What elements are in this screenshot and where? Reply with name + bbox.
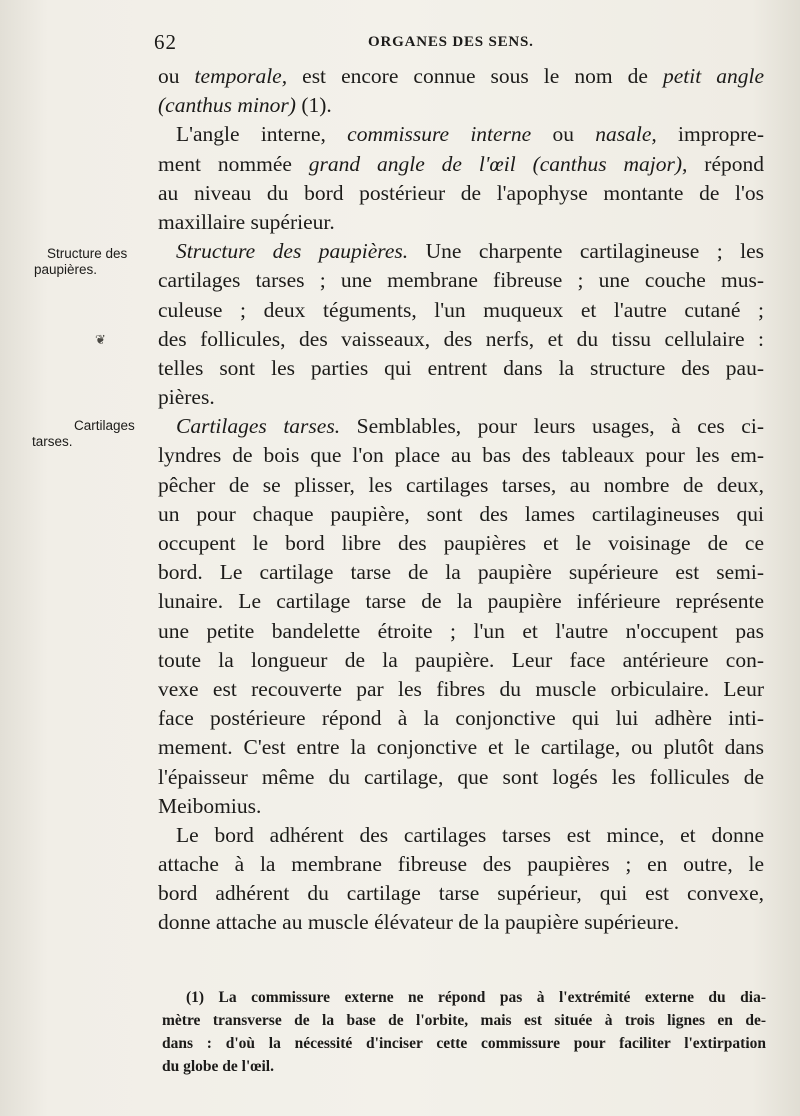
italic-term: commissure interne bbox=[347, 122, 532, 147]
footnote-line: dans : d'où la nécessité d'inciser cette commissure pour faciliter l'extirpation bbox=[162, 1035, 766, 1052]
text-line: ment nommée grand angle de l'œil (canthus major), répond bbox=[158, 151, 764, 176]
italic-term: Structure des paupières. bbox=[176, 239, 409, 264]
paragraph-eyelid-structure bbox=[158, 237, 764, 412]
text-line: vexe est recouverte par les fibres du muscle orbiculaire. Leur bbox=[158, 676, 764, 701]
italic-term: temporale, bbox=[194, 64, 288, 88]
text-line: lyndres de bois que l'on place au bas des tableaux pour les em- bbox=[158, 443, 764, 468]
italic-term: Cartilages tarses. bbox=[176, 414, 341, 439]
text-line: face postérieure répond à la conjonctive qui lui adhère inti- bbox=[158, 706, 764, 731]
paragraph-internal-angle bbox=[158, 120, 764, 237]
text-line: culeuse ; deux téguments, l'un muqueux et l'autre cutané ; bbox=[158, 297, 764, 322]
text-line: mement. C'est entre la conjonctive et le cartilage, ou plutôt dans bbox=[158, 735, 764, 760]
footnote-line: mètre transverse de la base de l'orbite, mais est située à trois lignes en de- bbox=[162, 1012, 766, 1029]
page-number: 62 bbox=[154, 30, 177, 54]
text-line: lunaire. Le cartilage tarse de la paupière inférieure représente bbox=[158, 589, 764, 614]
text-line: (canthus minor) (1). bbox=[158, 93, 332, 118]
footnote bbox=[162, 986, 766, 1078]
paragraph-temporal-angle bbox=[158, 62, 764, 120]
text-line: toute la longueur de la paupière. Leur face antérieure con- bbox=[158, 647, 764, 672]
text-line: bord. Le cartilage tarse de la paupière supérieure est semi- bbox=[158, 560, 764, 585]
text-line: une petite bandelette étroite ; l'un et l'autre n'occupent pas bbox=[158, 618, 764, 643]
text-line: maxillaire supérieur. bbox=[158, 209, 335, 234]
ornament-icon: ❦ bbox=[95, 332, 106, 347]
margin-note-line: Structure des bbox=[47, 246, 128, 261]
page-header bbox=[150, 30, 620, 58]
text-line: bord adhérent du cartilage tarse supérieur, qui est convexe, bbox=[158, 881, 764, 906]
text-line: au niveau du bord postérieur de l'apophyse montante de l'os bbox=[158, 180, 764, 205]
text-line: l'épaisseur même du cartilage, que sont logés les follicules de bbox=[158, 764, 764, 789]
text-line: donne attache au muscle élévateur de la paupière supérieure. bbox=[158, 910, 680, 935]
margin-note-line: Cartilages bbox=[74, 418, 135, 433]
text-line: Meibomius. bbox=[158, 793, 262, 818]
paragraph-adherent-border bbox=[158, 821, 764, 938]
text-line: un pour chaque paupière, sont des lames cartilagineuses qui bbox=[158, 501, 764, 526]
text-line: attache à la membrane fibreuse des paupières ; en outre, le bbox=[158, 852, 764, 877]
italic-term: nasale, bbox=[595, 122, 657, 147]
margin-note-structure bbox=[34, 246, 152, 278]
margin-note-line: tarses. bbox=[32, 434, 73, 449]
text-line: Le bord adhérent des cartilages tarses est mince, et donne bbox=[176, 822, 764, 847]
text-line: Structure des paupières. Une charpente cartilagineuse ; les bbox=[176, 239, 765, 264]
margin-note-line: paupières. bbox=[34, 262, 98, 277]
italic-term: grand angle de l'œil (canthus major), bbox=[308, 151, 688, 176]
italic-term: (canthus minor) bbox=[158, 93, 296, 118]
text-line: pières. bbox=[158, 385, 215, 410]
text-line: occupent le bord libre des paupières et le voisinage de ce bbox=[158, 531, 764, 555]
paragraph-tarsal-cartilages bbox=[158, 412, 764, 821]
italic-term: petit angle bbox=[662, 64, 765, 88]
text-line: cartilages tarses ; une membrane fibreuse ; une couche mus- bbox=[158, 268, 764, 293]
margin-note-cartilages bbox=[32, 418, 150, 450]
footnote-line: du globe de l'œil. bbox=[162, 1058, 274, 1075]
text-line: pêcher de se plisser, les cartilages tarses, au nombre de deux, bbox=[158, 472, 764, 497]
text-line: ou temporale, est encore connue sous le nom de petit angle bbox=[158, 64, 765, 88]
footnote-line: (1) La commissure externe ne répond pas à l'extrémité externe du dia- bbox=[186, 989, 766, 1006]
text-line: telles sont les parties qui entrent dans la structure des pau- bbox=[158, 355, 764, 380]
text-line: L'angle interne, commissure interne ou nasale, impropre- bbox=[176, 122, 764, 147]
main-text bbox=[158, 62, 764, 938]
text-line: Cartilages tarses. Semblables, pour leurs usages, à ces ci- bbox=[176, 414, 764, 439]
text-line: des follicules, des vaisseaux, des nerfs, et du tissu cellulaire : bbox=[158, 326, 764, 351]
running-title: ORGANES DES SENS. bbox=[368, 34, 534, 50]
